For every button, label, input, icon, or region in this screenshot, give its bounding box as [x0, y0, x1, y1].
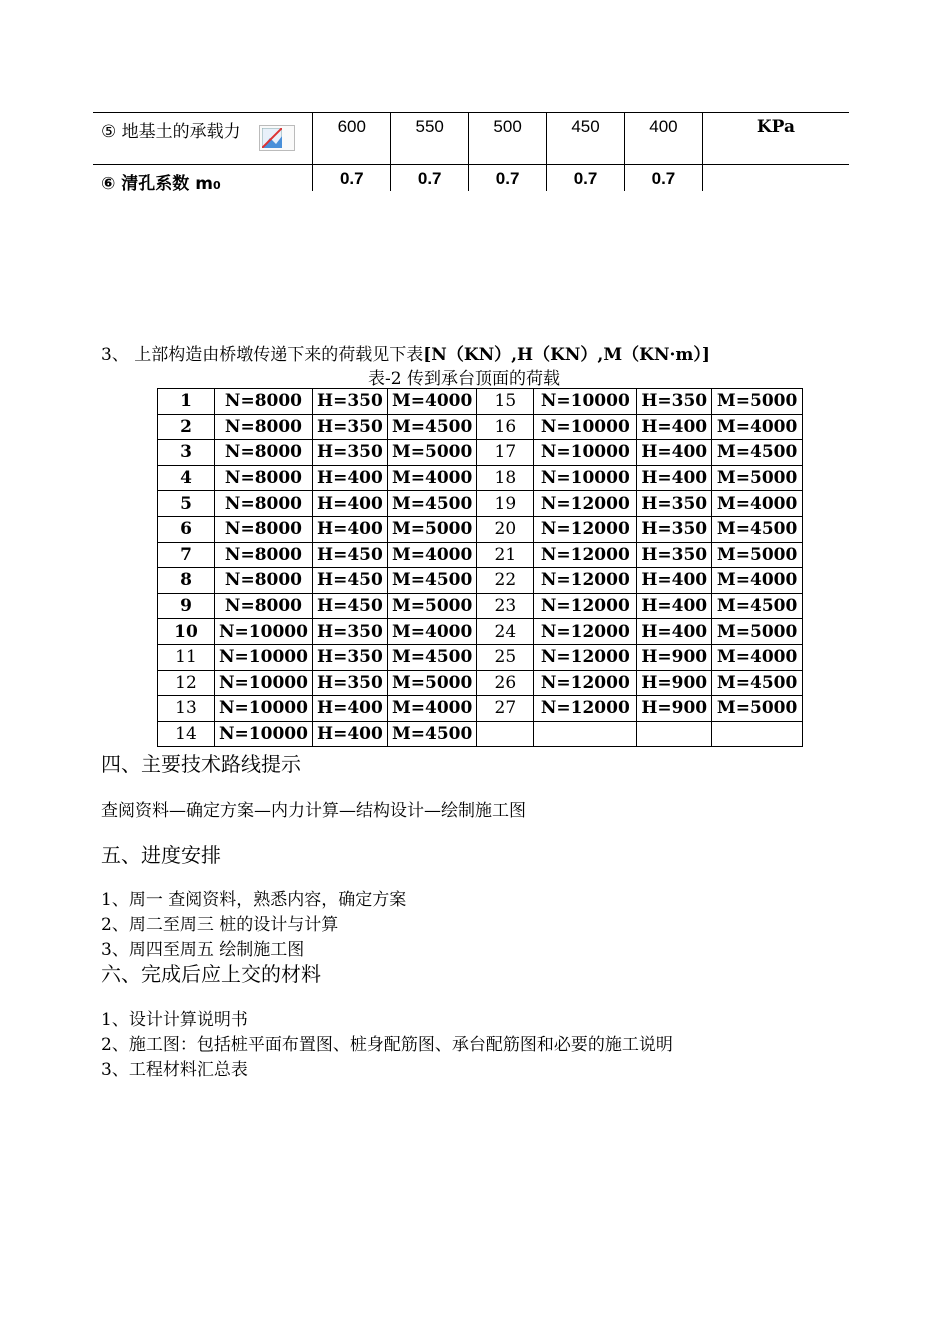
table-cell: 6 — [158, 516, 215, 542]
bearing-value-3: 500 — [469, 113, 547, 164]
table-cell: H=400 — [637, 593, 712, 619]
table-cell: H=400 — [312, 696, 387, 722]
table-row — [158, 516, 803, 542]
table-cell: H=350 — [312, 414, 387, 440]
table-cell: M=4500 — [387, 721, 476, 747]
table-cell: N=12000 — [534, 516, 637, 542]
table-cell: 14 — [158, 721, 215, 747]
table-cell: M=5000 — [712, 389, 803, 415]
table-cell: N=8000 — [215, 491, 313, 517]
deliverable-item-2: 2、施工图：包括桩平面布置图、桩身配筋图、承台配筋图和必要的施工说明 — [101, 1035, 673, 1055]
table-cell: H=400 — [637, 414, 712, 440]
table-cell: M=4000 — [387, 696, 476, 722]
coefficient-value-4: 0.7 — [547, 165, 625, 191]
table-cell: M=4000 — [712, 414, 803, 440]
load-description: 3、 上部构造由桥墩传递下来的荷载见下表[N（KN）,H（KN）,M（KN·m）] — [101, 345, 710, 365]
table-cell: 8 — [158, 568, 215, 594]
table-cell: N=8000 — [215, 542, 313, 568]
deliverable-item-3: 3、工程材料汇总表 — [101, 1060, 248, 1080]
soil-parameter-table — [93, 112, 849, 194]
table-cell: 15 — [477, 389, 534, 415]
table-cell: H=450 — [312, 542, 387, 568]
table-row — [158, 414, 803, 440]
table-cell: M=5000 — [387, 516, 476, 542]
table-cell: 16 — [477, 414, 534, 440]
table-cell: N=10000 — [215, 644, 313, 670]
table-cell: M=4000 — [387, 389, 476, 415]
table-row — [158, 542, 803, 568]
table-cell: H=900 — [637, 670, 712, 696]
table-cell: M=4000 — [712, 568, 803, 594]
section-4-heading: 四、主要技术路线提示 — [101, 752, 301, 776]
table-cell: N=8000 — [215, 414, 313, 440]
table-cell: 12 — [158, 670, 215, 696]
table-cell: H=400 — [637, 568, 712, 594]
table-cell: 2 — [158, 414, 215, 440]
table-cell: M=4000 — [387, 542, 476, 568]
table-cell: H=400 — [637, 619, 712, 645]
table-cell: H=400 — [312, 491, 387, 517]
section-6-heading: 六、完成后应上交的材料 — [101, 962, 321, 986]
bearing-unit: KPa — [756, 117, 795, 137]
table-cell: N=10000 — [215, 696, 313, 722]
table-cell: N=10000 — [534, 389, 637, 415]
table-cell: N=12000 — [534, 593, 637, 619]
table-cell: M=5000 — [387, 440, 476, 466]
bearing-value-1: 600 — [313, 113, 391, 164]
table-cell: 26 — [477, 670, 534, 696]
table-cell: H=350 — [637, 491, 712, 517]
table-cell: N=8000 — [215, 516, 313, 542]
table-row — [158, 389, 803, 415]
coefficient-value-2: 0.7 — [391, 165, 469, 191]
table-row — [158, 619, 803, 645]
table-cell: H=350 — [637, 516, 712, 542]
coefficient-value-3: 0.7 — [469, 165, 547, 191]
table-cell: 4 — [158, 465, 215, 491]
table-cell: M=4500 — [387, 644, 476, 670]
table-cell: 25 — [477, 644, 534, 670]
table-cell: M=4500 — [387, 414, 476, 440]
table-caption: 表-2 传到承台顶面的荷载 — [368, 369, 560, 389]
table-cell: H=450 — [312, 568, 387, 594]
table-cell: H=900 — [637, 644, 712, 670]
table-cell: N=8000 — [215, 593, 313, 619]
table-cell: N=10000 — [215, 619, 313, 645]
table-cell: H=350 — [312, 389, 387, 415]
table-row — [158, 593, 803, 619]
table-cell: N=12000 — [534, 696, 637, 722]
broken-image-icon — [259, 125, 295, 151]
table-cell: 13 — [158, 696, 215, 722]
table-cell: 27 — [477, 696, 534, 722]
table-cell: M=4000 — [387, 465, 476, 491]
table-cell: M=5000 — [712, 542, 803, 568]
table-cell: H=900 — [637, 696, 712, 722]
table-cell: H=400 — [312, 465, 387, 491]
table-cell: M=4000 — [387, 619, 476, 645]
table-cell — [534, 721, 637, 747]
table-cell: N=8000 — [215, 568, 313, 594]
table-cell — [637, 721, 712, 747]
table-cell: H=400 — [637, 465, 712, 491]
table-row — [158, 696, 803, 722]
table-cell: N=12000 — [534, 491, 637, 517]
table-cell: 21 — [477, 542, 534, 568]
bearing-value-5: 400 — [625, 113, 703, 164]
table-cell: 7 — [158, 542, 215, 568]
table-cell: N=10000 — [215, 721, 313, 747]
cleaning-coefficient-row — [93, 164, 849, 194]
schedule-item-3: 3、周四至周五 绘制施工图 — [101, 940, 305, 960]
table-cell: N=10000 — [534, 465, 637, 491]
table-row — [158, 670, 803, 696]
table-cell: 23 — [477, 593, 534, 619]
table-cell — [477, 721, 534, 747]
table-cell: N=10000 — [215, 670, 313, 696]
table-cell: N=12000 — [534, 542, 637, 568]
technical-route-text: 查阅资料—确定方案—内力计算—结构设计—绘制施工图 — [101, 801, 526, 821]
table-cell: H=350 — [637, 389, 712, 415]
table-cell: M=4500 — [387, 568, 476, 594]
schedule-item-2: 2、周二至周三 桩的设计与计算 — [101, 915, 339, 935]
table-cell: N=10000 — [534, 440, 637, 466]
load-table — [157, 388, 803, 747]
table-row — [158, 568, 803, 594]
table-cell: M=4500 — [712, 593, 803, 619]
table-cell: H=400 — [312, 721, 387, 747]
coefficient-unit — [703, 165, 849, 191]
table-cell: M=5000 — [387, 593, 476, 619]
table-cell: M=5000 — [387, 670, 476, 696]
table-cell: M=4000 — [712, 644, 803, 670]
table-cell: 3 — [158, 440, 215, 466]
table-cell: H=400 — [637, 440, 712, 466]
table-cell: H=450 — [312, 593, 387, 619]
table-cell: N=10000 — [534, 414, 637, 440]
table-cell: N=8000 — [215, 389, 313, 415]
table-cell: H=350 — [312, 670, 387, 696]
table-cell: 24 — [477, 619, 534, 645]
table-cell: 17 — [477, 440, 534, 466]
cleaning-coefficient-label: ⑥ 清孔系数 m0 — [93, 165, 313, 191]
table-cell: M=4500 — [712, 516, 803, 542]
table-cell: 5 — [158, 491, 215, 517]
bearing-capacity-row — [93, 112, 849, 164]
bearing-value-2: 550 — [391, 113, 469, 164]
coefficient-value-5: 0.7 — [625, 165, 703, 191]
section-5-heading: 五、进度安排 — [101, 843, 221, 867]
table-cell: M=5000 — [712, 465, 803, 491]
table-row — [158, 491, 803, 517]
table-row — [158, 440, 803, 466]
table-cell: N=8000 — [215, 465, 313, 491]
table-cell: 11 — [158, 644, 215, 670]
table-cell: M=4500 — [712, 670, 803, 696]
table-cell: 20 — [477, 516, 534, 542]
table-cell: N=12000 — [534, 670, 637, 696]
table-cell: H=350 — [312, 619, 387, 645]
table-cell: H=400 — [312, 516, 387, 542]
table-cell: N=12000 — [534, 644, 637, 670]
deliverable-item-1: 1、设计计算说明书 — [101, 1010, 248, 1030]
bearing-capacity-label: ⑤ 地基土的承载力 — [93, 113, 313, 164]
table-cell: H=350 — [312, 644, 387, 670]
table-cell: 10 — [158, 619, 215, 645]
table-cell: M=4000 — [712, 491, 803, 517]
table-row — [158, 721, 803, 747]
table-cell: H=350 — [312, 440, 387, 466]
table-cell — [712, 721, 803, 747]
table-cell: 9 — [158, 593, 215, 619]
table-cell: M=4500 — [712, 440, 803, 466]
table-cell: N=12000 — [534, 619, 637, 645]
table-row — [158, 465, 803, 491]
table-cell: 19 — [477, 491, 534, 517]
bearing-value-4: 450 — [547, 113, 625, 164]
coefficient-value-1: 0.7 — [313, 165, 391, 191]
table-cell: H=350 — [637, 542, 712, 568]
schedule-item-1: 1、周一 查阅资料，熟悉内容，确定方案 — [101, 890, 407, 910]
table-cell: 22 — [477, 568, 534, 594]
table-cell: M=5000 — [712, 619, 803, 645]
table-cell: 1 — [158, 389, 215, 415]
table-cell: 18 — [477, 465, 534, 491]
table-row — [158, 644, 803, 670]
table-cell: N=8000 — [215, 440, 313, 466]
table-cell: M=5000 — [712, 696, 803, 722]
table-cell: N=12000 — [534, 568, 637, 594]
table-cell: M=4500 — [387, 491, 476, 517]
